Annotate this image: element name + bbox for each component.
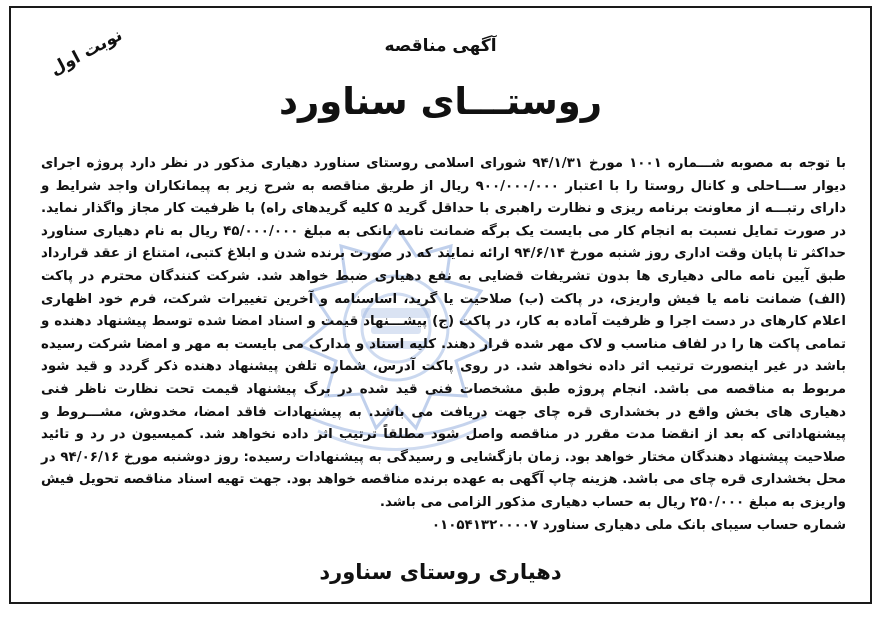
signature: دهیاری روستای سناورد — [319, 560, 562, 584]
notice-body — [41, 153, 846, 537]
notice-frame — [9, 6, 872, 604]
round-label: نوبت اول — [47, 25, 126, 80]
notice-type-label: آگهی مناقصه — [384, 36, 497, 56]
bank-account-line: شماره حساب سیبای بانک ملی دهیاری سناورد ۰۱۰۵۴۱۳۲۰۰۰۰۷ — [431, 517, 846, 533]
notice-body-paragraph: با توجه به مصوبه شـــماره ۱۰۰۱ مورخ ۹۴/۱/۳۱ شورای اسلامی روستای سناورد دهیاری مذکور در نظر دارد پروژه اجرای دیوار ســـاحلی و کانال روستا را با اعتبار ۹۰۰/۰۰۰/۰۰۰ ریال از طریق مناقصه به شرح زیر به پیمانکاران واجد شرایط و دارای رتبـــه از معاونت برنامه ریزی و نظارت راهبری با حداقل گرید ۵ کلیه گریدهای راه) با ظرفیت کار مجاز واگذار نماید. در صورت تمایل نسبت به انجام کار می بایست یک برگه ضمانت نامه بانکی به مبلغ ۴۵/۰۰۰/۰۰۰ ریال به نام دهیاری سناورد حداکثر تا پایان وقت اداری روز شنبه مورخ ۹۴/۶/۱۴ ارائه نمایند که در صورت برنده شدن و ابلاغ کتبی، امتناع از عقد قرارداد طبق آیین نامه مالی دهیاری ها بدون تشریفات قضایی به نفع دهیاری ضبط خواهد شد. شرکت کنندگان محترم در پاکت (الف) ضمانت نامه یا فیش واریزی، در پاکت (ب) صلاحیت یا گرید، اساسنامه و آخرین تغییرات شرکت، فرم خود اظهاری اعلام کارهای در دست اجرا و ظرفیت آماده به کار، در پاکت (ج) پیشـــنهاد قیمت و اسناد امضا شده توسط پیشنهاد دهنده و تمامی پاکت ها را در لفاف مناسب و لاک مهر شده قرار دهند. کلیه اسناد و مدارک می بایست به مهر و امضا شرکت رسیده باشد در غیر اینصورت ترتیب اثر داده نخواهد شد. در روی پاکت آدرس، شماره تلفن پیشنهاد دهنده ذکر گردد و قید شود مربوط به مناقصه می باشد. انجام پروژه طبق مشخصات فنی قید شده در برگ پیشنهاد قیمت تحت نظارت ناظر فنی دهیاری های بخش واقع در بخشداری قره چای جهت دریافت می باشد. به پیشنهادات فاقد امضا، مخدوش، مشـــروط و پیشنهاداتی که بعد از انقضا مدت مقرر در مناقصه واصل شود مطلقاً ترتیب اثر داده نخواهد شد. کمیسیون در رد و تائید صلاحیت پیشنهاد دهندگان مختار خواهد بود. زمان بازگشایی و رسیدگی به پیشنهادات رسیده: روز دوشنبه مورخ ۹۴/۰۶/۱۶ در محل بخشداری قره چای می باشد. هزینه چاپ آگهی به عهده برنده مناقصه خواهد بود. جهت تهیه اسناد مناقصه تحویل فیش واریزی به مبلغ ۲۵۰/۰۰۰ ریال به حساب دهیاری مذکور الزامی می باشد. — [41, 156, 847, 510]
notice-title: روستـــای سناورد — [278, 80, 603, 123]
